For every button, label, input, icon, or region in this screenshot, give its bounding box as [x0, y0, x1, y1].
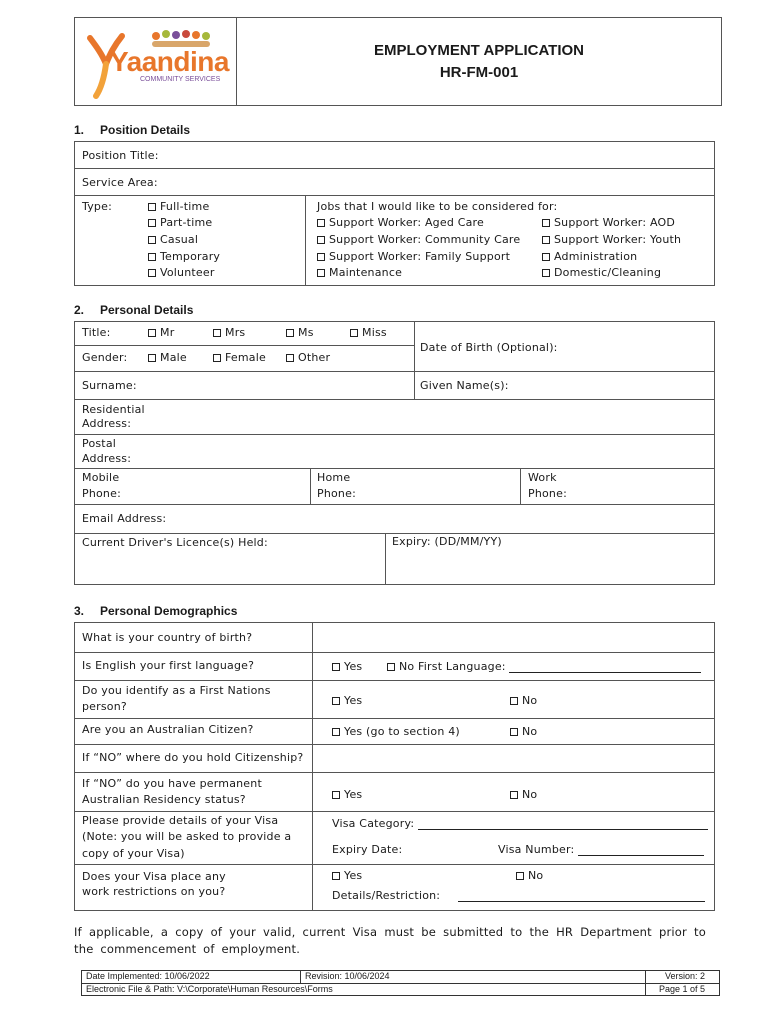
q-visa-2: (Note: you will be asked to provide a: [82, 830, 292, 843]
visa-category-label[interactable]: Visa Category:: [332, 817, 708, 830]
checkbox-icon[interactable]: [332, 697, 340, 705]
residential-label-2[interactable]: Address:: [82, 417, 132, 430]
footer-implemented: Date Implemented: 10/06/2022: [86, 971, 210, 981]
form-title: EMPLOYMENT APPLICATION: [374, 42, 584, 59]
checkbox-icon[interactable]: [317, 219, 325, 227]
checkbox-icon[interactable]: [286, 354, 294, 362]
checkbox-icon[interactable]: [350, 329, 358, 337]
job-domestic-cleaning[interactable]: Domestic/Cleaning: [542, 266, 661, 279]
checkbox-icon[interactable]: [542, 219, 550, 227]
checkbox-icon[interactable]: [516, 872, 524, 880]
checkbox-icon[interactable]: [317, 269, 325, 277]
title-mrs[interactable]: Mrs: [213, 326, 245, 339]
citizen-yes[interactable]: Yes (go to section 4): [332, 725, 460, 738]
work-label-1[interactable]: Work: [528, 471, 557, 484]
q-visa-1: Please provide details of your Visa: [82, 814, 279, 827]
gender-male[interactable]: Male: [148, 351, 187, 364]
position-title-label[interactable]: Position Title:: [82, 149, 159, 162]
home-label-2[interactable]: Phone:: [317, 487, 356, 500]
first-language-field[interactable]: [509, 660, 701, 673]
checkbox-icon[interactable]: [148, 354, 156, 362]
first-nations-no[interactable]: No: [510, 694, 537, 707]
q-visa-3: copy of your Visa): [82, 847, 185, 860]
given-names-label[interactable]: Given Name(s):: [420, 379, 509, 392]
footer-version: Version: 2: [665, 971, 706, 981]
checkbox-icon[interactable]: [542, 236, 550, 244]
details-restriction-label[interactable]: Details/Restriction:: [332, 889, 441, 902]
visa-note: If applicable, a copy of your valid, current Visa must be submitted to the HR Department prior to the commencement of employment.: [74, 925, 706, 956]
section-3-number: 3.: [74, 604, 85, 618]
first-nations-yes[interactable]: Yes: [332, 694, 362, 707]
checkbox-icon[interactable]: [332, 728, 340, 736]
q-first-nations-1: Do you identify as a First Nations: [82, 684, 271, 697]
footer-revision: Revision: 10/06/2024: [305, 971, 390, 981]
job-aged-care[interactable]: Support Worker: Aged Care: [317, 216, 484, 229]
type-fulltime[interactable]: Full-time: [148, 200, 209, 213]
type-temporary[interactable]: Temporary: [148, 250, 220, 263]
q-pr-2: Australian Residency status?: [82, 793, 246, 806]
checkbox-icon[interactable]: [332, 872, 340, 880]
job-family-support[interactable]: Support Worker: Family Support: [317, 250, 510, 263]
home-label-1[interactable]: Home: [317, 471, 351, 484]
job-administration[interactable]: Administration: [542, 250, 637, 263]
type-label: Type:: [82, 200, 112, 213]
licence-label[interactable]: Current Driver's Licence(s) Held:: [82, 536, 268, 549]
logo: [84, 24, 232, 100]
job-maintenance[interactable]: Maintenance: [317, 266, 402, 279]
english-no[interactable]: No First Language:: [387, 660, 701, 673]
checkbox-icon[interactable]: [510, 791, 518, 799]
type-parttime[interactable]: Part-time: [148, 216, 212, 229]
pr-no[interactable]: No: [510, 788, 537, 801]
title-label: Title:: [82, 326, 111, 339]
checkbox-icon[interactable]: [510, 728, 518, 736]
checkbox-icon[interactable]: [148, 253, 156, 261]
checkbox-icon[interactable]: [387, 663, 395, 671]
checkbox-icon[interactable]: [148, 269, 156, 277]
title-miss[interactable]: Miss: [350, 326, 387, 339]
checkbox-icon[interactable]: [213, 354, 221, 362]
section-2-heading: Personal Details: [100, 303, 194, 317]
checkbox-icon[interactable]: [317, 236, 325, 244]
gender-other[interactable]: Other: [286, 351, 330, 364]
restrict-no[interactable]: No: [516, 869, 543, 882]
checkbox-icon[interactable]: [148, 203, 156, 211]
licence-expiry-label[interactable]: Expiry: (DD/MM/YY): [392, 535, 502, 548]
jobs-label: Jobs that I would like to be considered for:: [317, 200, 558, 213]
checkbox-icon[interactable]: [542, 253, 550, 261]
visa-number-field[interactable]: [578, 843, 704, 856]
job-community-care[interactable]: Support Worker: Community Care: [317, 233, 520, 246]
dob-label[interactable]: Date of Birth (Optional):: [420, 341, 558, 354]
checkbox-icon[interactable]: [332, 663, 340, 671]
checkbox-icon[interactable]: [317, 253, 325, 261]
q-country-birth: What is your country of birth?: [82, 631, 253, 644]
title-mr[interactable]: Mr: [148, 326, 174, 339]
details-restriction-field[interactable]: [458, 889, 705, 902]
checkbox-icon[interactable]: [148, 236, 156, 244]
checkbox-icon[interactable]: [286, 329, 294, 337]
visa-expiry-label[interactable]: Expiry Date:: [332, 843, 403, 856]
q-restrict-2: work restrictions on you?: [82, 885, 226, 898]
logo-subtitle: COMMUNITY SERVICES: [140, 76, 221, 83]
section-3-heading: Personal Demographics: [100, 604, 238, 618]
citizen-no[interactable]: No: [510, 725, 537, 738]
postal-label-1[interactable]: Postal: [82, 437, 117, 450]
q-pr-1: If “NO” do you have permanent: [82, 777, 262, 790]
gender-label: Gender:: [82, 351, 128, 364]
q-first-nations-2: person?: [82, 700, 127, 713]
q-citizen: Are you an Australian Citizen?: [82, 723, 254, 736]
visa-number-label[interactable]: Visa Number:: [498, 843, 704, 856]
footer-path: Electronic File & Path: V:\Corporate\Human Resources\Forms: [86, 984, 333, 994]
pr-yes[interactable]: Yes: [332, 788, 362, 801]
checkbox-icon[interactable]: [213, 329, 221, 337]
postal-label-2[interactable]: Address:: [82, 452, 132, 465]
checkbox-icon[interactable]: [148, 329, 156, 337]
type-volunteer[interactable]: Volunteer: [148, 266, 215, 279]
q-citizenship: If “NO” where do you hold Citizenship?: [82, 751, 304, 764]
job-youth[interactable]: Support Worker: Youth: [542, 233, 681, 246]
mobile-label-2[interactable]: Phone:: [82, 487, 121, 500]
work-label-2[interactable]: Phone:: [528, 487, 567, 500]
gender-female[interactable]: Female: [213, 351, 266, 364]
mobile-label-1[interactable]: Mobile: [82, 471, 120, 484]
title-ms[interactable]: Ms: [286, 326, 314, 339]
section-2-number: 2.: [74, 303, 85, 317]
form-code: HR-FM-001: [439, 64, 519, 81]
q-restrict-1: Does your Visa place any: [82, 870, 226, 883]
visa-category-field[interactable]: [418, 817, 708, 830]
email-label[interactable]: Email Address:: [82, 512, 167, 525]
section-1-heading: Position Details: [100, 123, 191, 137]
surname-label[interactable]: Surname:: [82, 379, 137, 392]
checkbox-icon[interactable]: [510, 697, 518, 705]
restrict-yes[interactable]: Yes: [332, 869, 362, 882]
logo-name: Yaandina: [110, 46, 229, 77]
checkbox-icon[interactable]: [148, 219, 156, 227]
type-casual[interactable]: Casual: [148, 233, 198, 246]
job-aod[interactable]: Support Worker: AOD: [542, 216, 675, 229]
checkbox-icon[interactable]: [332, 791, 340, 799]
footer-page: Page 1 of 5: [659, 984, 706, 994]
checkbox-icon[interactable]: [542, 269, 550, 277]
service-area-label[interactable]: Service Area:: [82, 176, 158, 189]
q-english: Is English your first language?: [82, 659, 255, 672]
residential-label-1[interactable]: Residential: [82, 403, 145, 416]
english-yes[interactable]: Yes: [332, 660, 362, 673]
position-details-table: [74, 141, 715, 286]
section-1-number: 1.: [74, 123, 85, 137]
